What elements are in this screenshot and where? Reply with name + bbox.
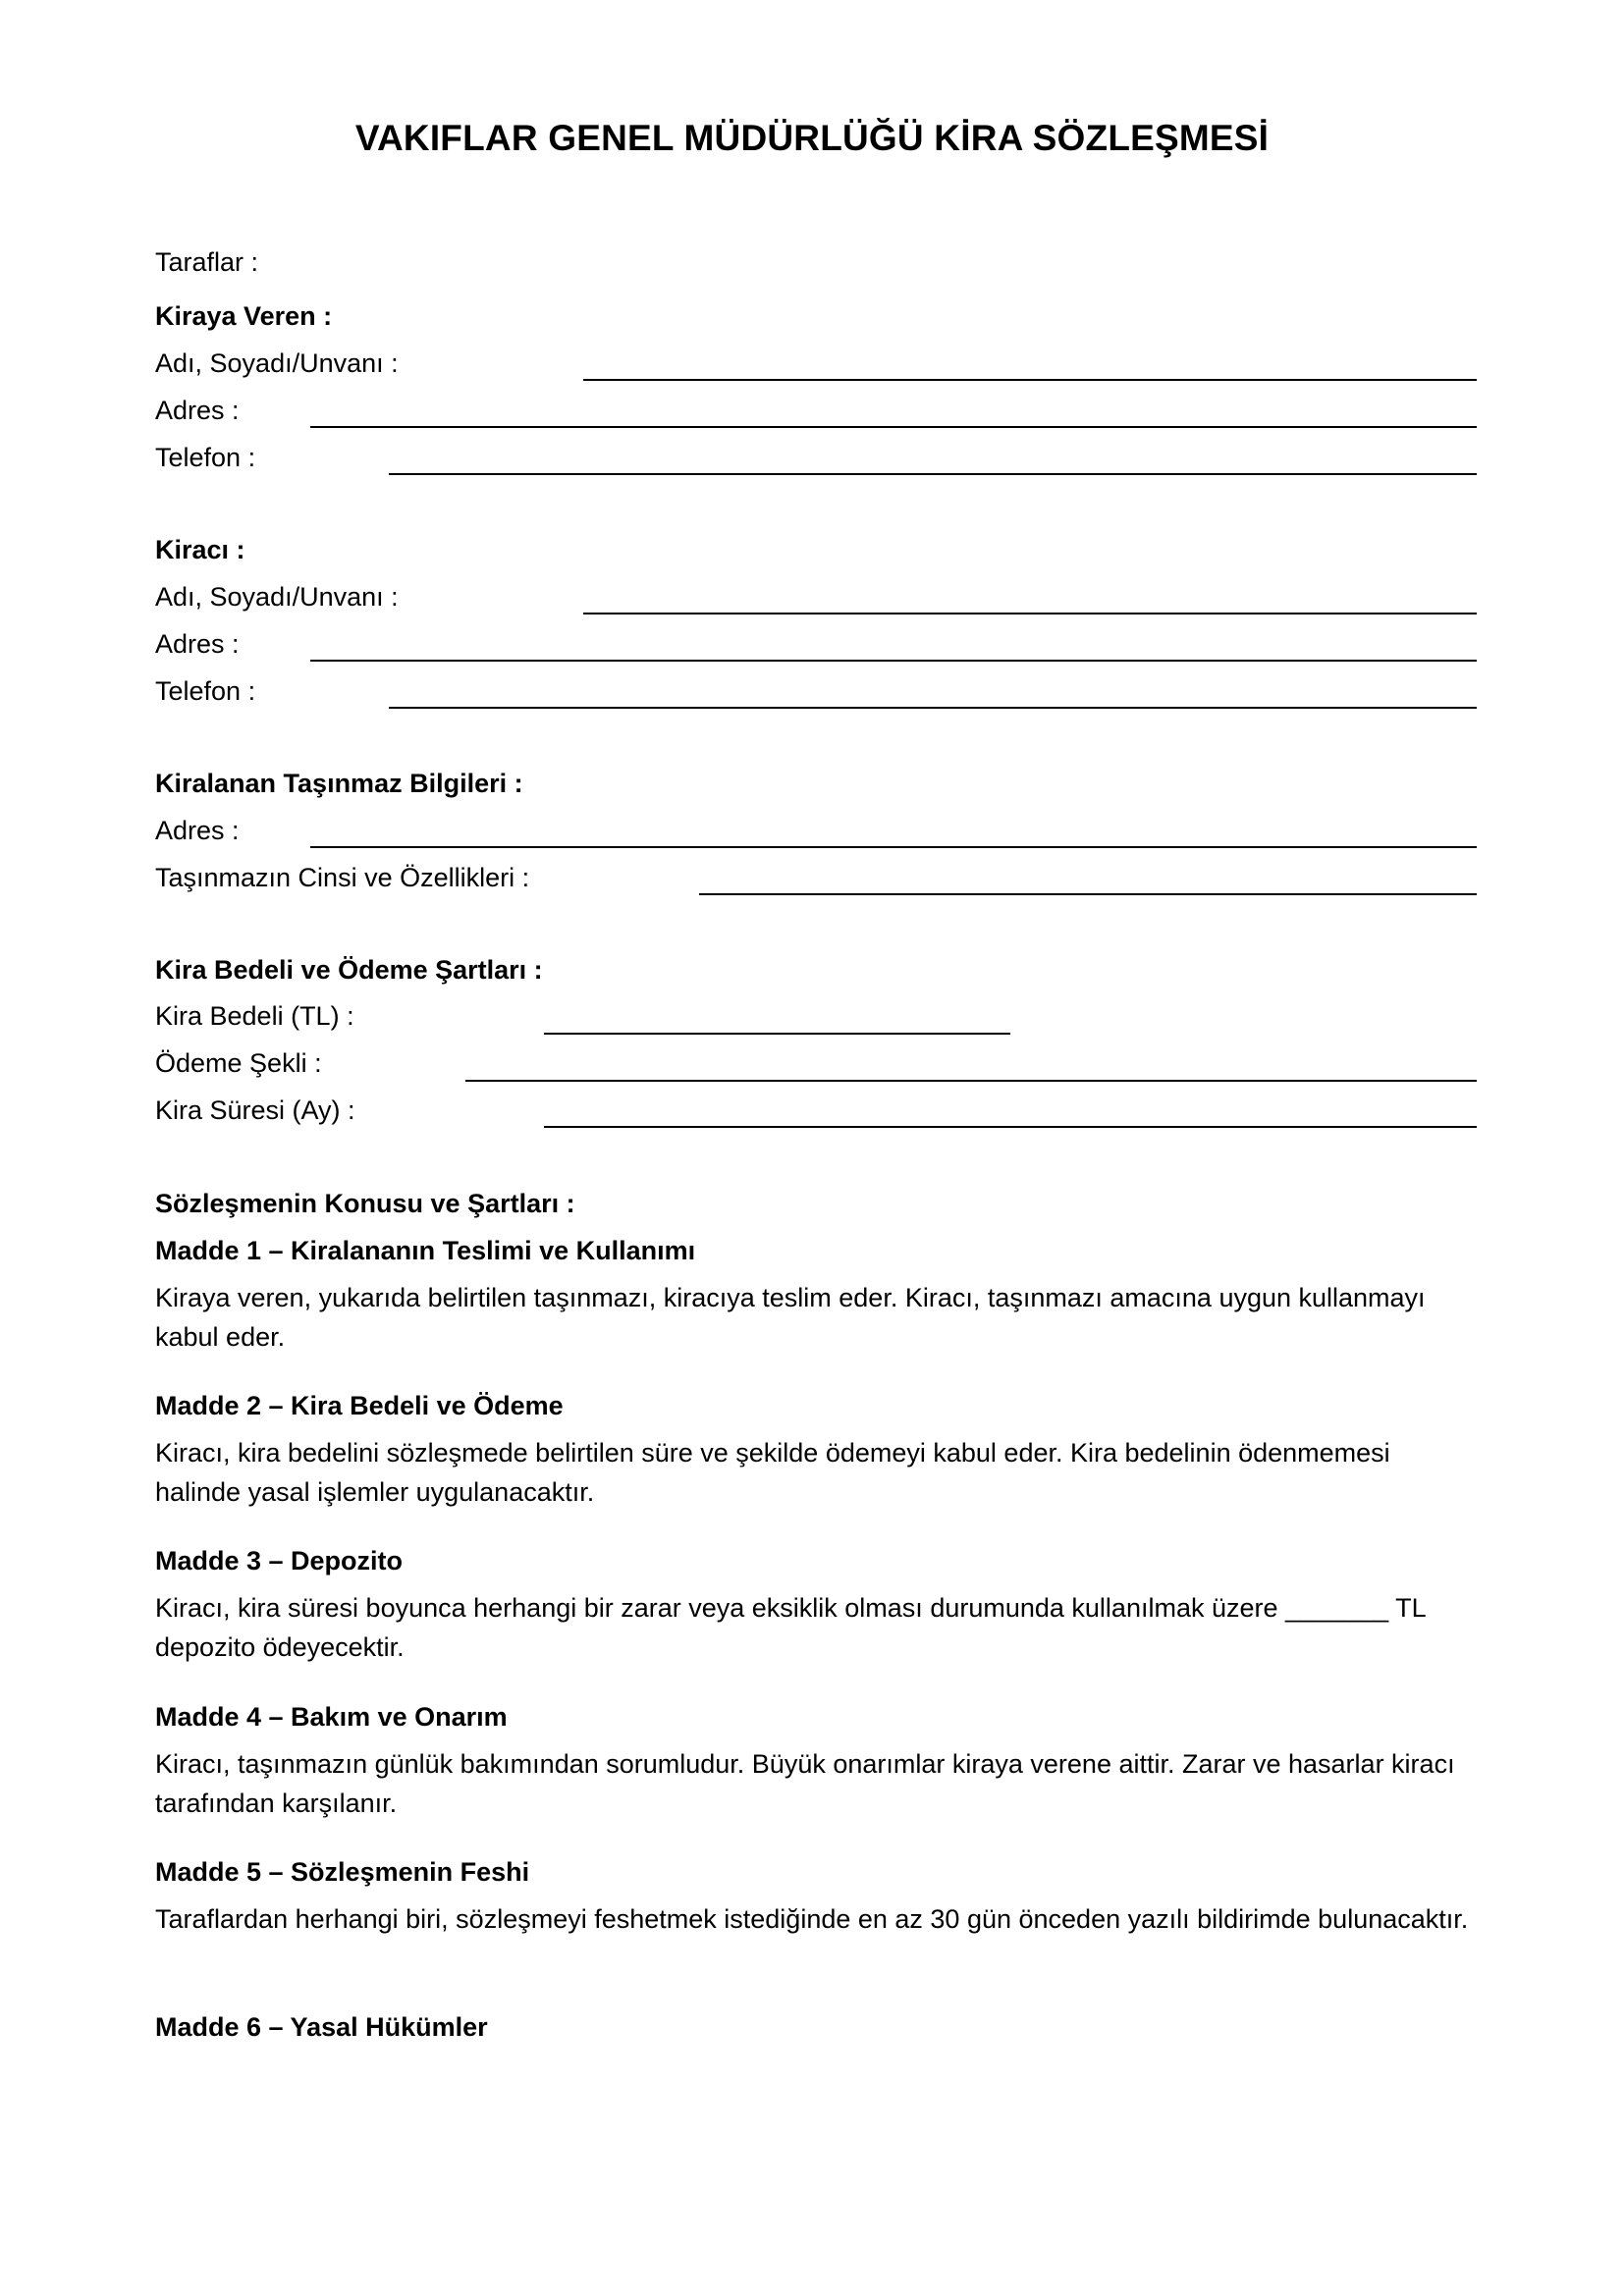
landlord-address-field[interactable] xyxy=(310,426,1477,428)
landlord-name-label: Adı, Soyadı/Unvanı : xyxy=(155,348,399,378)
article-3-text: Kiracı, kira süresi boyunca herhangi bir zarar veya eksiklik olması durumunda kullanılmak üzere _______ TL depozito ödeyecektir. xyxy=(155,1593,1426,1662)
property-address-field[interactable] xyxy=(310,846,1477,848)
property-type-label: Taşınmazın Cinsi ve Özellikleri : xyxy=(155,863,530,892)
rent-duration-field[interactable] xyxy=(544,1126,1477,1128)
tenant-address-label: Adres : xyxy=(155,629,240,659)
article-1-text: Kiraya veren, yukarıda belirtilen taşınmazı, kiracıya teslim eder. Kiracı, taşınmazı amacına uygun kullanmayı kabul eder. xyxy=(155,1283,1426,1352)
tenant-heading: Kiracı : xyxy=(155,535,245,564)
article-2-title: Madde 2 – Kira Bedeli ve Ödeme xyxy=(155,1391,564,1420)
landlord-heading: Kiraya Veren : xyxy=(155,301,333,331)
article-1-title: Madde 1 – Kiralananın Teslimi ve Kullanımı xyxy=(155,1236,696,1265)
tenant-phone-field[interactable] xyxy=(389,707,1477,709)
article-3-title: Madde 3 – Depozito xyxy=(155,1546,404,1575)
landlord-phone-label: Telefon : xyxy=(155,443,256,472)
payment-method-label: Ödeme Şekli : xyxy=(155,1048,322,1078)
property-heading: Kiralanan Taşınmaz Bilgileri : xyxy=(155,769,523,798)
property-address-label: Adres : xyxy=(155,816,240,845)
article-2-text: Kiracı, kira bedelini sözleşmede belirtilen süre ve şekilde ödemeyi kabul eder. Kira bedelinin ödenmemesi halinde yasal işlemler uygulanacaktır. xyxy=(155,1438,1390,1507)
article-6-title: Madde 6 – Yasal Hükümler xyxy=(155,2012,488,2042)
parties-label: Taraflar : xyxy=(155,247,259,277)
tenant-name-field[interactable] xyxy=(583,613,1477,614)
rent-duration-label: Kira Süresi (Ay) : xyxy=(155,1095,355,1125)
terms-heading: Sözleşmenin Konusu ve Şartları : xyxy=(155,1189,575,1218)
property-type-field[interactable] xyxy=(699,893,1477,895)
article-4-title: Madde 4 – Bakım ve Onarım xyxy=(155,1702,508,1732)
article-4-text: Kiracı, taşınmazın günlük bakımından sorumludur. Büyük onarımlar kiraya verene aittir. Zarar ve hasarlar kiracı tarafından karşılanır. xyxy=(155,1749,1455,1818)
document-title: VAKIFLAR GENEL MÜDÜRLÜĞÜ KİRA SÖZLEŞMESİ xyxy=(354,118,1270,158)
tenant-address-field[interactable] xyxy=(310,660,1477,662)
landlord-phone-field[interactable] xyxy=(389,473,1477,475)
payment-method-field[interactable] xyxy=(465,1080,1477,1082)
landlord-name-field[interactable] xyxy=(583,379,1477,381)
article-5-text: Taraflardan herhangi biri, sözleşmeyi feshetmek istediğinde en az 30 gün önceden yazılı bildirimde bulunacaktır. xyxy=(155,1904,1469,1934)
rent-heading: Kira Bedeli ve Ödeme Şartları : xyxy=(155,955,543,985)
landlord-address-label: Adres : xyxy=(155,396,240,425)
article-5-title: Madde 5 – Sözleşmenin Feshi xyxy=(155,1857,530,1887)
rent-amount-label: Kira Bedeli (TL) : xyxy=(155,1001,354,1031)
tenant-name-label: Adı, Soyadı/Unvanı : xyxy=(155,582,399,612)
tenant-phone-label: Telefon : xyxy=(155,676,256,706)
rent-amount-field[interactable] xyxy=(544,1033,1010,1035)
